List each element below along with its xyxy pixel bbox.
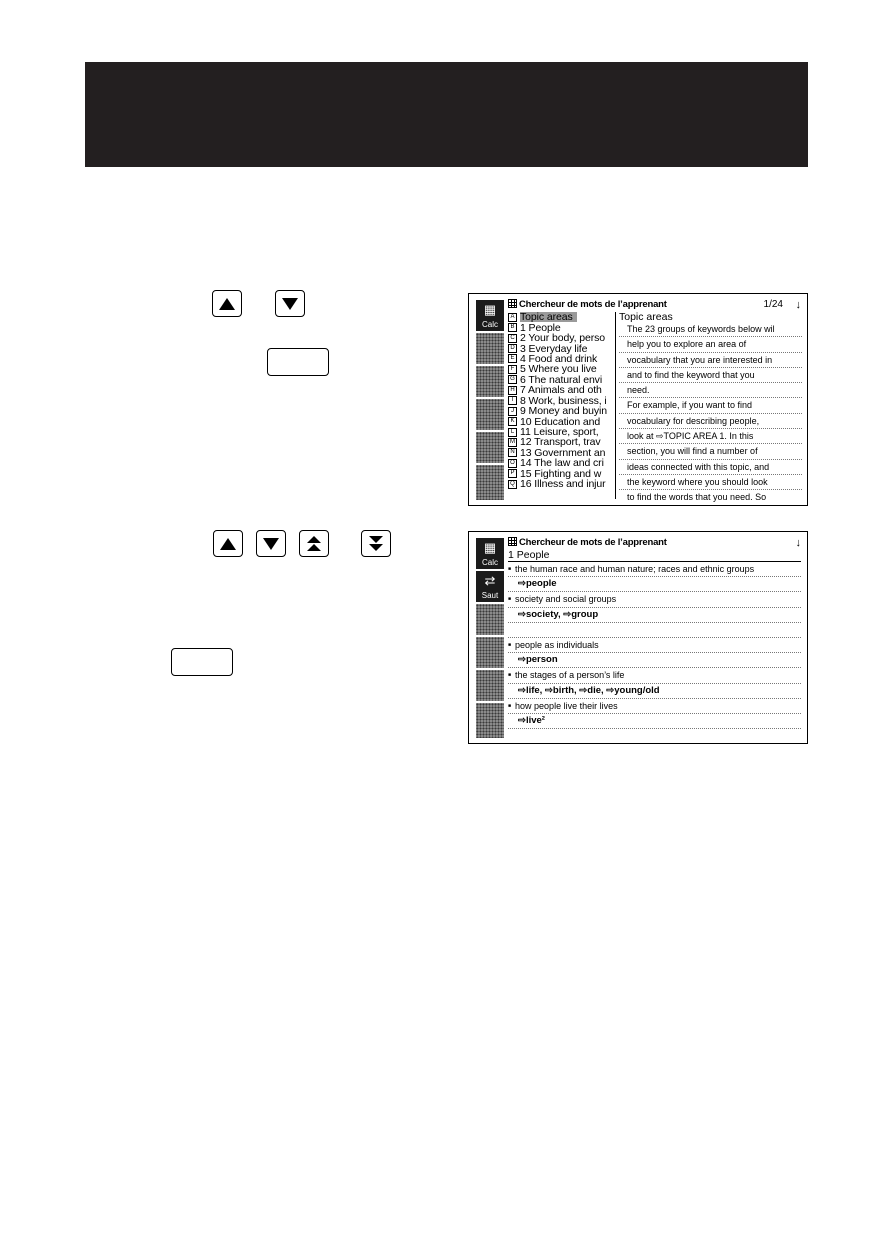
menu-item[interactable]: [508, 479, 614, 489]
menu-item[interactable]: [508, 385, 614, 395]
detail-text-line: ideas connected with this topic, and: [619, 460, 802, 475]
page-down-key-icon: [361, 530, 391, 557]
sidebar-blank-slot: [476, 399, 504, 430]
menu-item-key: B: [508, 323, 517, 332]
menu-item[interactable]: [508, 416, 614, 426]
menu-item-key: G: [508, 375, 517, 384]
detail-text-line: the keyword where you should look: [619, 475, 802, 490]
scroll-down-icon: ↓: [795, 537, 801, 549]
topic-menu-list: [508, 312, 614, 489]
calc-button[interactable]: ▦ Calc: [476, 300, 504, 331]
menu-item-label: 7 Animals and oth: [520, 385, 602, 396]
menu-item[interactable]: [508, 396, 614, 406]
menu-item-label: 4 Food and drink: [520, 353, 598, 365]
menu-item-label: 11 Leisure, sport,: [520, 426, 599, 438]
blank-line: [508, 623, 801, 638]
down-arrow-key-icon: [256, 530, 286, 557]
menu-item-label: 1 People: [520, 322, 561, 333]
up-arrow-key-icon: [212, 290, 242, 317]
page-up-key-icon: [299, 530, 329, 557]
sidebar-blank-slot: [476, 637, 504, 668]
menu-item-label: 2 Your body, perso: [520, 332, 605, 344]
down-arrow-key-icon: [275, 290, 305, 317]
up-arrow-key-icon: [213, 530, 243, 557]
dictionary-grid-icon: [508, 299, 517, 308]
jump-icon: ⇄: [484, 573, 496, 588]
menu-item[interactable]: [508, 458, 614, 468]
menu-item-label: 16 Illness and injur: [520, 479, 606, 490]
menu-item-key: H: [508, 386, 517, 395]
menu-item[interactable]: [508, 364, 614, 374]
scroll-down-icon: ↓: [795, 299, 801, 311]
sidebar-blank-slot: [476, 670, 504, 701]
subtopic-line: ■ society and social groups: [508, 592, 801, 607]
subtopic-line: ■ people as individuals: [508, 638, 801, 653]
menu-item-key: N: [508, 448, 517, 457]
menu-item-label: Topic areas: [520, 312, 577, 322]
menu-item[interactable]: [508, 333, 614, 343]
menu-item-label: 5 Where you live: [520, 364, 597, 375]
menu-item-key: A: [508, 313, 517, 322]
subtopic-line: ■ the stages of a person’s life: [508, 668, 801, 683]
sidebar-blank-slot: [476, 604, 504, 635]
menu-item-label: 3 Everyday life: [520, 343, 588, 354]
sidebar-blank-slot: [476, 703, 504, 738]
screen-people-entry: [468, 531, 808, 744]
cross-reference-link[interactable]: ⇨life, ⇨birth, ⇨die, ⇨young/old: [508, 684, 801, 699]
detail-heading: Topic areas: [619, 311, 673, 323]
sidebar-blank-slot: [476, 333, 504, 364]
menu-item-label: 12 Transport, trav: [520, 437, 601, 448]
entry-content: [508, 550, 801, 729]
menu-item-key: P: [508, 469, 517, 478]
menu-item[interactable]: [508, 406, 614, 416]
screen-title: Chercheur de mots de l’apprenant: [508, 299, 667, 311]
menu-item[interactable]: [508, 448, 614, 458]
menu-item-label: 8 Work, business, i: [520, 395, 607, 406]
cross-reference-link[interactable]: ⇨live²: [508, 714, 801, 729]
detail-text-line: For example, if you want to find: [619, 398, 802, 413]
sidebar-blank-slot: [476, 366, 504, 397]
detail-text-line: The 23 groups of keywords below wil: [619, 322, 802, 337]
menu-item-key: Q: [508, 480, 517, 489]
calculator-icon: ▦: [483, 540, 497, 555]
sidebar-blank-slot: [476, 432, 504, 463]
menu-item-label: 10 Education and: [520, 416, 601, 427]
screen-title: Chercheur de mots de l’apprenant: [508, 537, 667, 549]
menu-item[interactable]: [508, 312, 614, 322]
menu-item-key: O: [508, 459, 517, 468]
menu-item[interactable]: [508, 354, 614, 364]
sidebar-blank-slot: [476, 465, 504, 500]
cross-reference-link[interactable]: ⇨person: [508, 653, 801, 668]
menu-item-key: K: [508, 417, 517, 426]
detail-text-line: and to find the keyword that you: [619, 368, 802, 383]
calc-button[interactable]: ▦ Calc: [476, 538, 504, 569]
detail-text-line: section, you will find a number of: [619, 444, 802, 459]
detail-text-line: look at ⇨TOPIC AREA 1. In this: [619, 429, 802, 444]
detail-text-line: to find the words that you need. So: [619, 490, 802, 505]
menu-item-key: C: [508, 334, 517, 343]
menu-item-key: E: [508, 354, 517, 363]
detail-text-line: help you to explore an area of: [619, 337, 802, 352]
cross-reference-link[interactable]: ⇨people: [508, 577, 801, 592]
detail-text-line: vocabulary that you are interested in: [619, 353, 802, 368]
menu-item[interactable]: [508, 343, 614, 353]
calculator-icon: ▦: [483, 302, 497, 317]
sidebar: [476, 538, 504, 737]
detail-text-line: vocabulary for describing people,: [619, 414, 802, 429]
menu-item-label: 13 Government an: [520, 447, 606, 459]
menu-item-label: 6 The natural envi: [520, 374, 603, 386]
menu-item-label: 14 The law and cri: [520, 458, 604, 469]
menu-item-key: L: [508, 428, 517, 437]
menu-item-key: F: [508, 365, 517, 374]
dictionary-grid-icon: [508, 537, 517, 546]
menu-item-key: I: [508, 396, 517, 405]
menu-item-key: D: [508, 344, 517, 353]
screen-topic-areas: [468, 293, 808, 506]
page-indicator: 1/24: [763, 299, 783, 310]
back-key-icon: [171, 648, 233, 676]
menu-item-key: J: [508, 407, 517, 416]
menu-item[interactable]: [508, 375, 614, 385]
menu-item[interactable]: [508, 469, 614, 479]
detail-pane: [619, 312, 802, 506]
menu-item[interactable]: [508, 437, 614, 447]
detail-text-line: need.: [619, 383, 802, 398]
menu-item[interactable]: [508, 322, 614, 332]
sidebar: [476, 300, 504, 499]
menu-item[interactable]: [508, 427, 614, 437]
saut-button[interactable]: ⇄ Saut: [476, 571, 504, 602]
cross-reference-link[interactable]: ⇨society, ⇨group: [508, 608, 801, 623]
entry-heading: 1 People: [508, 550, 801, 562]
enter-key-icon: [267, 348, 329, 376]
menu-item-key: M: [510, 438, 515, 445]
subtopic-line: ■ how people live their lives: [508, 699, 801, 714]
subtopic-line: ■ the human race and human nature; races and ethnic groups: [508, 562, 801, 577]
column-divider: [615, 312, 616, 499]
menu-item-label: 15 Fighting and w: [520, 468, 602, 479]
section-header-bar: [85, 62, 808, 167]
menu-item-label: 9 Money and buyin: [520, 405, 608, 417]
